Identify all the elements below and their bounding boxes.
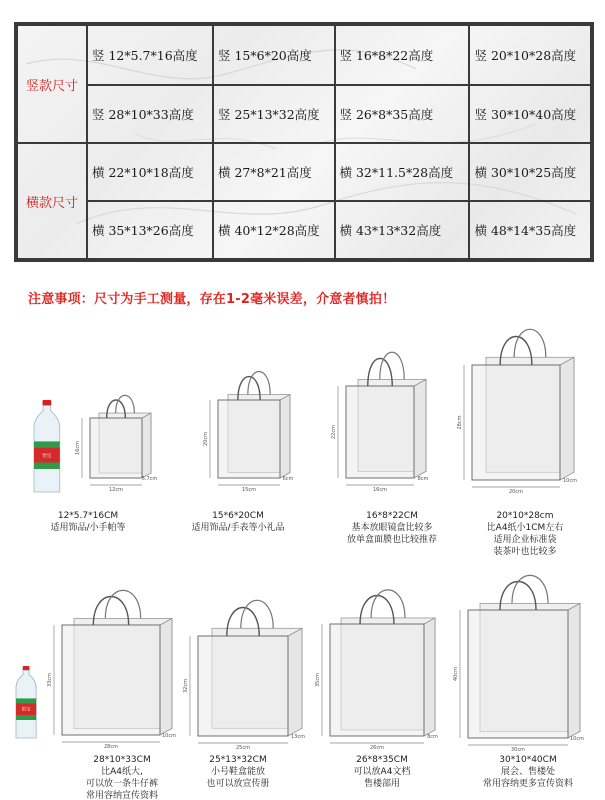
depth-dimension-label: 10cm	[162, 733, 176, 739]
height-dimension-label: 16cm	[75, 441, 81, 455]
shopping-bag	[315, 590, 438, 751]
depth-dimension-label: 8cm	[427, 734, 438, 740]
size-cell: 竖 16*8*22高度	[335, 25, 470, 85]
height-dimension-label: 33cm	[47, 673, 53, 687]
height-dimension-label: 22cm	[331, 425, 337, 439]
size-cell: 竖 26*8*35高度	[335, 85, 470, 143]
size-cell: 竖 20*10*28高度	[469, 25, 591, 85]
bag-usage-line: 适用饰品/小手帕等	[50, 523, 126, 533]
bag-caption	[463, 754, 593, 790]
bag-size-label: 15*6*20CM	[212, 511, 264, 521]
bag-caption	[57, 754, 187, 800]
size-cell: 竖 28*10*33高度	[87, 85, 213, 143]
bag-caption	[173, 754, 303, 790]
bag-size-label: 25*13*32CM	[209, 755, 267, 765]
bag-usage-line: 适用企业标准袋	[493, 535, 557, 545]
size-cell: 横 27*8*21高度	[213, 143, 335, 201]
bag-size-label: 20*10*28cm	[496, 511, 554, 521]
width-dimension-label: 15cm	[242, 487, 256, 493]
size-cell: 竖 12*5.7*16高度	[87, 25, 213, 85]
depth-dimension-label: 10cm	[570, 736, 584, 742]
bag-size-label: 26*8*35CM	[356, 755, 408, 765]
shopping-bag	[47, 590, 176, 750]
width-dimension-label: 12cm	[109, 487, 123, 493]
width-dimension-label: 25cm	[236, 745, 250, 751]
bottle-label: 怡宝	[21, 707, 31, 713]
size-cell: 横 43*13*32高度	[335, 201, 470, 259]
size-cell: 横 40*12*28高度	[213, 201, 335, 259]
size-cell: 竖 30*10*40高度	[469, 85, 591, 143]
depth-dimension-label: 5.7cm	[141, 476, 158, 482]
size-cell: 横 35*13*26高度	[87, 201, 213, 259]
height-dimension-label: 20cm	[203, 432, 209, 446]
shopping-bag	[331, 352, 429, 493]
bag-caption	[173, 510, 303, 534]
vertical-category-label: 竖款尺寸	[17, 25, 87, 143]
size-cell: 横 22*10*18高度	[87, 143, 213, 201]
bag-usage-line: 装茶叶也比较多	[493, 547, 557, 557]
bag-size-label: 28*10*33CM	[93, 755, 151, 765]
depth-dimension-label: 13cm	[291, 734, 305, 740]
water-bottle-icon	[34, 400, 60, 492]
height-dimension-label: 32cm	[183, 679, 189, 693]
width-dimension-label: 26cm	[370, 745, 384, 751]
bag-usage-line: 可以放A4文档	[353, 767, 411, 777]
bag-caption	[317, 754, 447, 790]
depth-dimension-label: 8cm	[417, 476, 429, 482]
shopping-bag	[457, 329, 577, 495]
bag-size-label: 30*10*40CM	[499, 755, 557, 765]
horizontal-category-label: 横款尺寸	[17, 143, 87, 259]
height-dimension-label: 28cm	[457, 415, 463, 430]
bag-size-label: 16*8*22CM	[366, 511, 418, 521]
bag-usage-line: 比A4纸小1CM左右	[486, 523, 564, 533]
depth-dimension-label: 10cm	[563, 478, 577, 484]
bag-usage-line: 基本放眼镜盒比较多	[351, 523, 433, 533]
bag-usage-line: 小号鞋盒能放	[210, 767, 265, 777]
bag-usage-line: 售楼部用	[363, 779, 400, 789]
notice-text: 注意事项：尺寸为手工测量，存在1-2毫米误差，介意者慎拍！	[28, 292, 396, 307]
bag-usage-line: 比A4纸大,	[101, 767, 143, 777]
bag-size-label: 12*5.7*16CM	[57, 511, 119, 521]
shopping-bag	[75, 395, 157, 493]
bag-usage-line: 也可以放宣传册	[206, 779, 270, 789]
shopping-bag	[183, 600, 305, 751]
depth-dimension-label: 6cm	[282, 476, 294, 482]
bag-usage-line: 适用饰品/手表等小礼品	[191, 523, 285, 533]
water-bottle-icon	[16, 666, 36, 738]
bag-usage-line: 常用容纳更多宣传资料	[482, 779, 573, 789]
bag-usage-line: 展会、售楼处	[500, 767, 555, 777]
height-dimension-label: 35cm	[315, 673, 321, 687]
height-dimension-label: 40cm	[453, 667, 459, 681]
width-dimension-label: 16cm	[373, 487, 387, 493]
bottle-label: 怡宝	[42, 454, 52, 460]
size-cell: 竖 15*6*20高度	[213, 25, 335, 85]
bag-caption	[327, 510, 457, 546]
shopping-bag	[453, 575, 584, 753]
size-cell: 横 48*14*35高度	[469, 201, 591, 259]
bag-caption	[460, 510, 590, 558]
bag-usage-line: 常用容纳宣传资料	[85, 791, 158, 800]
shopping-bag	[203, 371, 294, 493]
bag-usage-line: 可以放一条牛仔裤	[85, 779, 158, 789]
width-dimension-label: 20cm	[509, 489, 523, 495]
bag-usage-line: 放单盒面膜也比较推荐	[346, 535, 437, 545]
width-dimension-label: 28cm	[104, 744, 118, 750]
size-cell: 竖 25*13*32高度	[213, 85, 335, 143]
bag-caption	[23, 510, 153, 534]
size-cell: 横 30*10*25高度	[469, 143, 591, 201]
width-dimension-label: 30cm	[511, 747, 525, 753]
size-cell: 横 32*11.5*28高度	[335, 143, 470, 201]
